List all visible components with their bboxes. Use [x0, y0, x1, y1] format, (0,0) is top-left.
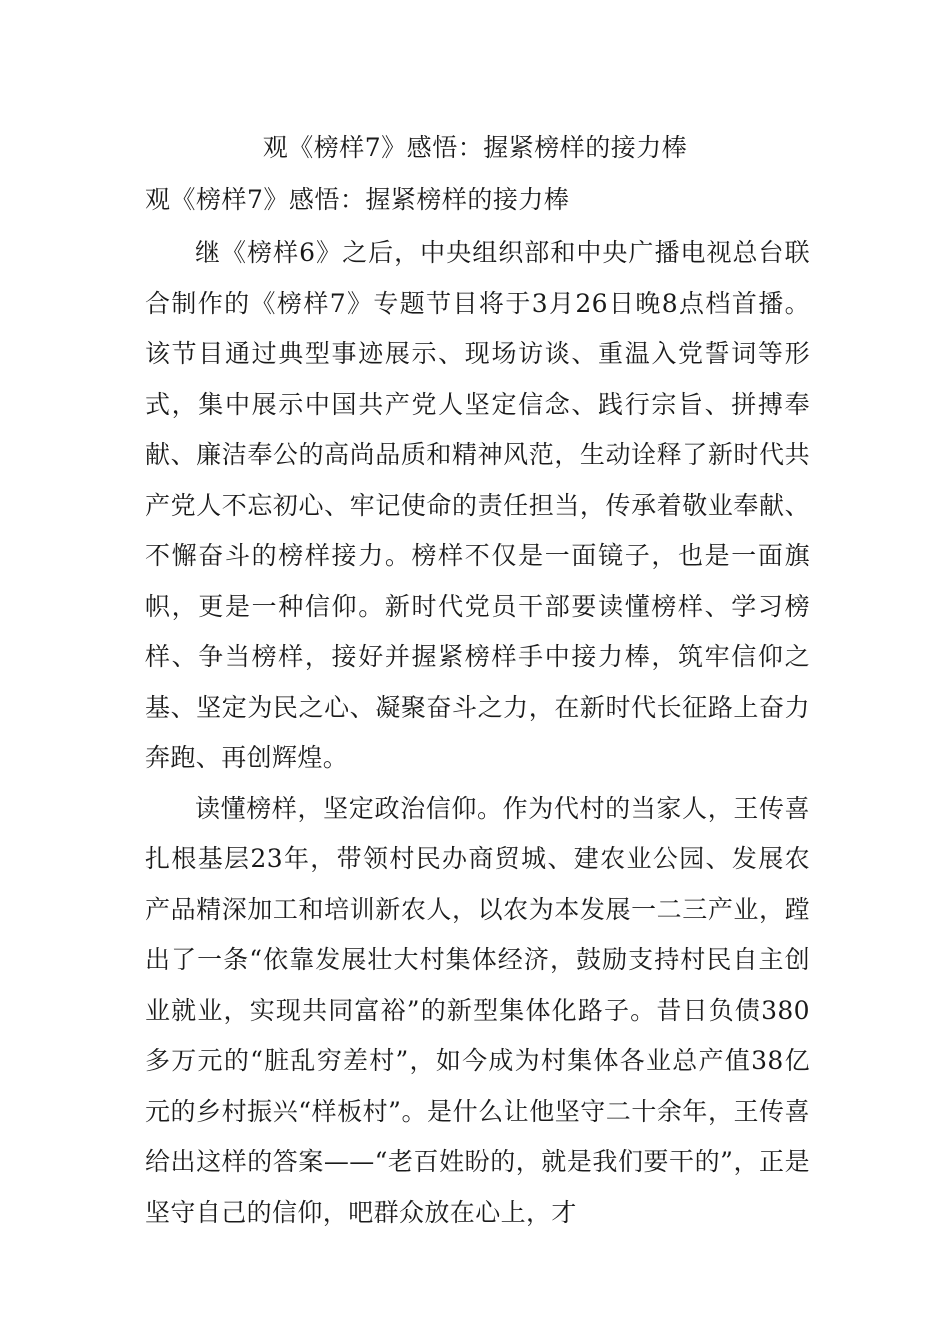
document-subtitle: 观《榜样7》感悟：握紧榜样的接力棒 — [145, 185, 570, 214]
document-body — [145, 228, 810, 1238]
paragraph-intro: 继《榜样6》之后，中央组织部和中央广播电视总台联合制作的《榜样7》专题节目将于3月26日晚8点档首播。该节目通过典型事迹展示、现场访谈、重温入党誓词等形式，集中展示中国共产党人坚定信念、践行宗旨、拼搏奉献、廉洁奉公的高尚品质和精神风范，生动诠释了新时代共产党人不忘初心、牢记使命的责任担当，传承着敬业奉献、不懈奋斗的榜样接力。榜样不仅是一面镜子，也是一面旗帜，更是一种信仰。新时代党员干部要读懂榜样、学习榜样、争当榜样，接好并握紧榜样手中接力棒，筑牢信仰之基、坚定为民之心、凝聚奋斗之力，在新时代长征路上奋力奔跑、再创辉煌。 — [145, 238, 810, 772]
document-title: 观《榜样7》感悟：握紧榜样的接力棒 — [262, 133, 688, 162]
paragraph-political-belief: 读懂榜样，坚定政治信仰。作为代村的当家人，王传喜扎根基层23年，带领村民办商贸城、建农业公园、发展农产品精深加工和培训新农人，以农为本发展一二三产业，蹚出了一条“依靠发展壮大村集体经济，鼓励支持村民自主创业就业，实现共同富裕”的新型集体化路子。昔日负债380多万元的“脏乱穷差村”，如今成为村集体各业总产值38亿元的乡村振兴“样板村”。是什么让他坚守二十余年，王传喜给出这样的答案——“老百姓盼的，就是我们要干的”，正是坚守自己的信仰，吧群众放在心上，才 — [145, 793, 810, 1227]
